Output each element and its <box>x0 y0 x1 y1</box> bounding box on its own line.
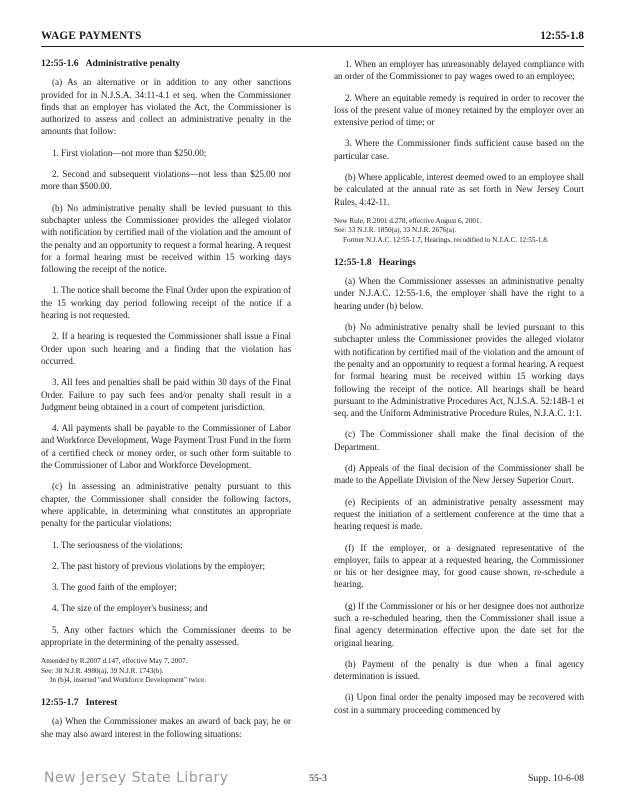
list-item: 1. The seriousness of the violations; <box>52 539 183 550</box>
list-item: 3. All fees and penalties shall be paid within 30 days of the Final Order. Failure to pay such fees and/or penalty shall result in a Judgment being obtained in a court of competent jurisdiction. <box>41 377 291 412</box>
list-item: 4. The size of the employer's business; and <box>52 603 208 614</box>
paragraph: (f) If the employer, or a designated representative of the employer, fails to appear at a requested hearing, the Commissioner or his or her designee may, for good cause shown, re-schedule a hearing. <box>334 542 584 590</box>
paragraph: (c) In assessing an administrative penalty pursuant to this chapter, the Commissioner shall consider the following factors, where applicable, in determining what constitutes an appropriate penalty for the particular violations: <box>41 481 291 529</box>
header-section: 12:55-1.8 <box>540 30 584 42</box>
paragraph: (c) The Commissioner shall make the final decision of the Department. <box>334 429 584 452</box>
paragraph: (b) Where applicable, interest deemed owed to an employee shall be calculated at the annual rate as set forth in New Jersey Court Rules, 4:42-11. <box>334 172 584 207</box>
left-column <box>41 58 291 749</box>
list-item: 1. First violation—not more than $250.00; <box>52 147 207 158</box>
history-line: See: 38 N.J.R. 4980(a), 39 N.J.R. 1743(b). <box>41 666 164 675</box>
list-item: 2. If a hearing is requested the Commissioner shall issue a Final Order upon such hearing and a finding that the violation has occurred. <box>41 331 291 366</box>
supplement-date: Supp. 10-6-08 <box>527 773 584 784</box>
history-line: Former N.J.A.C. 12:55-1.7, Hearings, recodified to N.J.A.C. 12:55-1.8. <box>343 235 549 244</box>
section-heading-1-6 <box>41 58 291 70</box>
list-item: 2. Where an equitable remedy is required in order to recover the loss of the present value of money retained by the employer over an extensive period of time; or <box>334 92 584 128</box>
paragraph: (a) When the Commissioner makes an award of back pay, he or she may also award interest in the following situations: <box>41 716 291 739</box>
paragraph: (d) Appeals of the final decision of the Commissioner shall be made to the Appellate Division of the New Jersey Superior Court. <box>334 463 584 486</box>
section-number: 12:55-1.8 <box>334 256 372 268</box>
history-line: See: 33 N.J.R. 1850(a), 33 N.J.R. 2676(a). <box>334 226 457 235</box>
section-heading-1-8 <box>334 257 584 269</box>
paragraph: (a) When the Commissioner assesses an administrative penalty under N.J.A.C. 12:55-1.6, the employer shall have the right to a hearing under (b) below. <box>334 276 584 311</box>
paragraph: (g) If the Commissioner or his or her designee does not authorize such a re-scheduled hearing, then the Commissioner shall issue a final agency determination effective upon the date set for the original hearing. <box>334 600 584 648</box>
paragraph: (a) As an alternative or in addition to any other sanctions provided for in N.J.S.A. 34:11-4.1 et seq. when the Commissioner finds that an employer has violated the Act, the Commissioner is authorized to assess and collect an administrative penalty in the amounts that follow: <box>41 77 291 137</box>
paragraph: (h) Payment of the penalty is due when a final agency determination is issued. <box>334 658 584 682</box>
page-number: 55-3 <box>309 773 327 784</box>
section-title: Interest <box>85 697 118 709</box>
list-item: 1. When an employer has unreasonably delayed compliance with an order of the Commissioner to pay wages owed to an employee; <box>334 59 584 82</box>
section-heading-1-7 <box>41 697 291 709</box>
running-header <box>41 26 584 47</box>
section-number: 12:55-1.6 <box>41 58 79 69</box>
history-line: New Rule, R.2001 d.278, effective August 6, 2001. <box>334 216 482 225</box>
list-item: 4. All payments shall be payable to the Commissioner of Labor and Workforce Development, Wage Payment Trust Fund in the form of a certified check or money order, or such other form suitable to the Commissioner of Labor and Workforce Development. <box>41 423 291 471</box>
paragraph: (e) Recipients of an administrative penalty assessment may request the initiation of a settlement conference at the time that a hearing request is made. <box>334 496 584 532</box>
history-line: Amended by R.2007 d.147, effective May 7, 2007. <box>41 657 188 666</box>
list-item: 5. Any other factors which the Commissioner deems to be appropriate in the determining of the penalty assessed. <box>41 624 291 647</box>
list-item: 1. The notice shall become the Final Order upon the expiration of the 15 working day period following receipt of the notice if a hearing is not requested. <box>41 285 291 321</box>
list-item: 2. The past history of previous violations by the employer; <box>52 560 265 571</box>
right-column <box>334 58 584 725</box>
paragraph: (b) No administrative penalty shall be levied pursuant to this subchapter unless the Commissioner provides the alleged violator with notification by certified mail of the violation and the amount of the penalty and an opportunity to request a formal hearing. A request for a formal hearing must be received within 15 working days following the receipt of the notice. <box>41 202 292 275</box>
library-watermark: New Jersey State Library <box>44 770 229 786</box>
section-title: Administrative penalty <box>85 58 181 69</box>
section-number: 12:55-1.7 <box>41 697 79 709</box>
list-item: 3. Where the Commissioner finds sufficient cause based on the particular case. <box>334 138 584 161</box>
list-item: 3. The good faith of the employer; <box>52 582 177 593</box>
section-title: Hearings <box>378 256 416 268</box>
history-note <box>41 657 291 685</box>
paragraph: (b) No administrative penalty shall be levied pursuant to this subchapter unless the Commissioner provides the alleged violator with notification by certified mail of the violation and the amount of the penalty and an opportunity to request a formal hearing. A request for formal hearing must be received within 15 working days following the receipt of the notice. All hearings shall be heard pursuant to the Administrative Procedures Act, N.J.S.A. 52:14B-1 et seq. and the Uniform Administrative Procedure Rules, N.J.A.C. 1:1. <box>334 322 585 419</box>
header-title: WAGE PAYMENTS <box>41 30 142 42</box>
paragraph: (i) Upon final order the penalty imposed may be recovered with cost in a summary proceeding commenced by <box>334 692 584 715</box>
history-note <box>334 217 584 245</box>
list-item: 2. Second and subsequent violations—not less than $25.00 nor more than $500.00. <box>41 169 291 192</box>
history-line: In (b)4, inserted "and Workforce Development" twice. <box>50 675 207 684</box>
page-footer <box>41 770 584 790</box>
